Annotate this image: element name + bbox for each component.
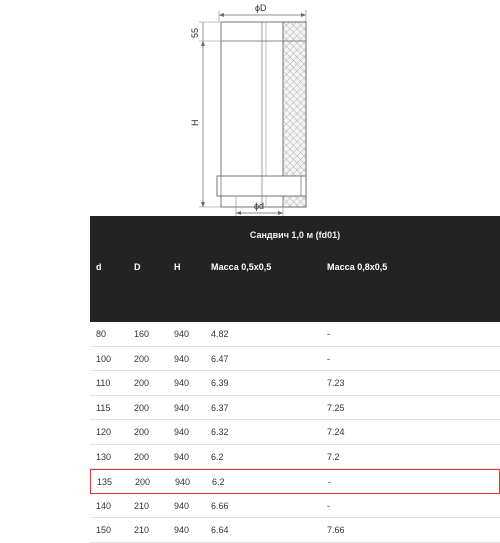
table-body <box>90 322 500 543</box>
table-cell: 940 <box>174 353 190 364</box>
table-cell: 940 <box>174 402 190 413</box>
table-cell: 150 <box>96 525 112 535</box>
table-cell: 210 <box>134 500 150 511</box>
table-cell: 7.66 <box>327 525 345 535</box>
table-cell: 6.2 <box>212 477 225 487</box>
table-cell: 6.47 <box>211 353 229 364</box>
table-row <box>90 445 500 470</box>
table-cell: 200 <box>135 477 151 487</box>
table-row <box>90 469 500 494</box>
table-cell: 6.37 <box>211 402 229 413</box>
table-cell: 200 <box>134 451 150 462</box>
outer-diameter-label: ϕD <box>255 3 267 13</box>
table-cell: 200 <box>134 378 150 388</box>
table-title: Сандвич 1,0 м (fd01) <box>249 230 341 240</box>
table-cell: 160 <box>134 329 150 339</box>
table-cell: 135 <box>97 477 113 487</box>
table-cell: - <box>328 477 331 487</box>
table-cell: 940 <box>175 477 191 487</box>
table-header <box>90 216 500 322</box>
table-row <box>90 420 500 445</box>
table-cell: 130 <box>96 451 112 462</box>
table-row <box>90 494 500 519</box>
table-cell: - <box>327 329 330 339</box>
table-cell: 940 <box>174 451 190 462</box>
col-header-mass-08: Масса 0,8х0,5 <box>327 262 388 272</box>
table-cell: 7.23 <box>327 378 345 388</box>
table-cell: 940 <box>174 525 190 535</box>
table-cell: 115 <box>96 402 111 413</box>
table-cell: 940 <box>174 427 190 437</box>
table-cell: 200 <box>134 353 150 364</box>
column-headers <box>90 262 500 282</box>
table-cell: 140 <box>96 500 112 511</box>
table-cell: 940 <box>174 329 190 339</box>
table-cell: 80 <box>96 329 107 339</box>
table-row <box>90 518 500 543</box>
table-cell: 6.39 <box>211 378 229 388</box>
table-cell: 6.2 <box>211 451 224 462</box>
table-cell: 200 <box>134 427 150 437</box>
table-cell: 4.82 <box>211 329 229 339</box>
table-row <box>90 322 500 347</box>
table-row <box>90 347 500 372</box>
specs-table <box>90 216 500 543</box>
table-row <box>90 371 500 396</box>
table-cell: 100 <box>96 353 112 364</box>
table-cell: 940 <box>174 500 190 511</box>
table-cell: 940 <box>174 378 190 388</box>
table-cell: 200 <box>134 402 150 413</box>
table-cell: 6.32 <box>211 427 229 437</box>
col-header-D: D <box>134 262 141 272</box>
inner-diameter-label: ϕd <box>254 201 265 211</box>
table-row <box>90 396 500 421</box>
table-cell: 6.64 <box>211 525 229 535</box>
table-cell: 120 <box>96 427 112 437</box>
top-offset-label: 55 <box>190 27 200 38</box>
col-header-H: H <box>174 262 181 272</box>
table-cell: 110 <box>96 378 111 388</box>
table-cell: 7.24 <box>327 427 345 437</box>
col-header-mass-05: Масса 0,5х0,5 <box>211 262 272 272</box>
table-cell: - <box>327 353 330 364</box>
table-cell: - <box>327 500 330 511</box>
table-cell: 210 <box>134 525 150 535</box>
table-cell: 7.25 <box>327 402 345 413</box>
table-cell: 7.2 <box>327 451 340 462</box>
table-cell: 6.66 <box>211 500 229 511</box>
col-header-d: d <box>96 262 102 272</box>
height-label: H <box>190 119 200 126</box>
chimney-section-drawing <box>0 0 500 216</box>
